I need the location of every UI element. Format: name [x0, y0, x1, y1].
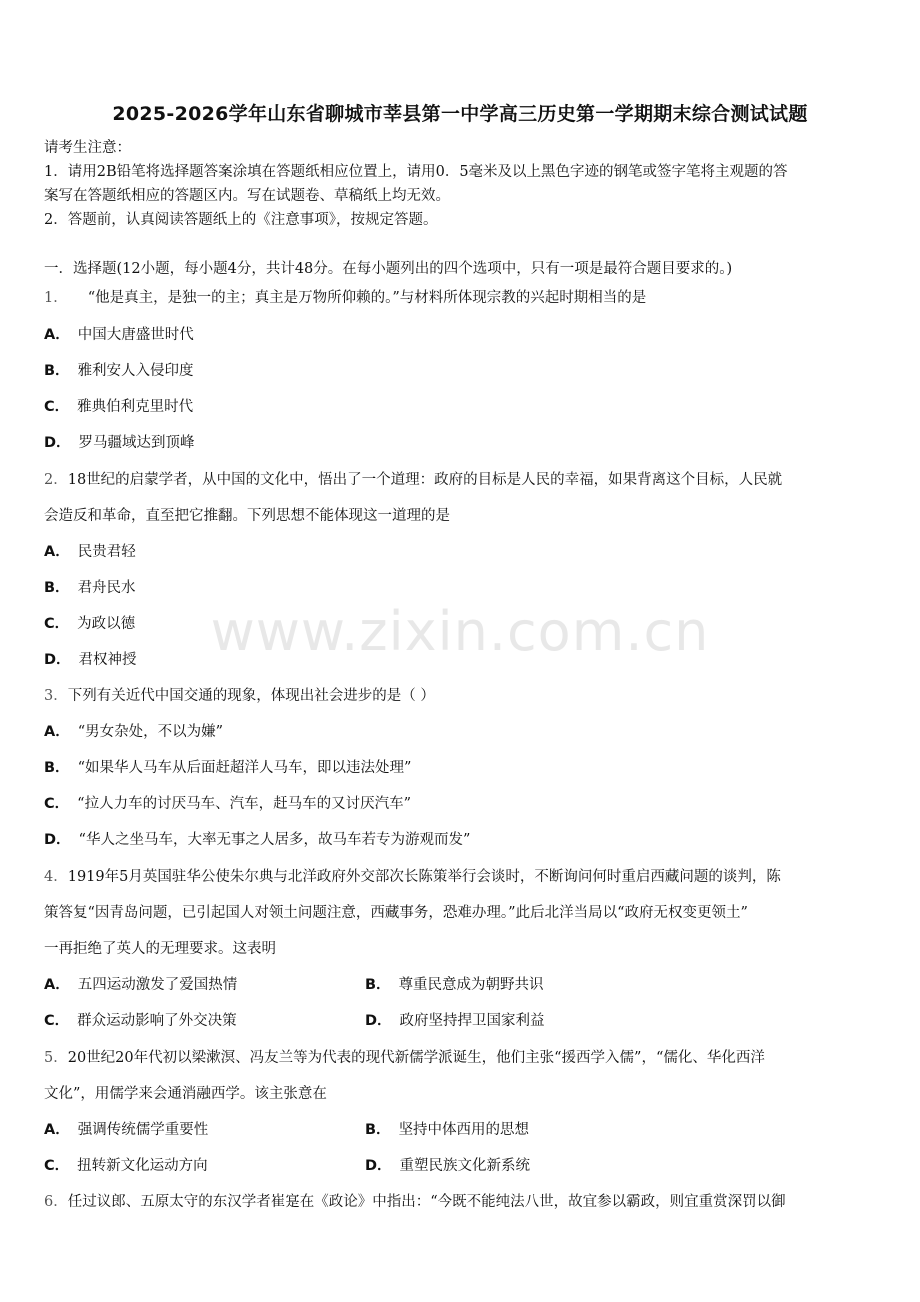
- option-text: 民贵君轻: [77, 544, 136, 560]
- option-4b[interactable]: [365, 975, 544, 995]
- option-3a[interactable]: [44, 722, 223, 742]
- option-letter: B．: [365, 977, 391, 993]
- option-2b[interactable]: [44, 578, 136, 598]
- option-letter: A．: [44, 544, 70, 560]
- option-text: 重塑民族文化新系统: [399, 1158, 531, 1174]
- option-letter: C．: [44, 1158, 70, 1174]
- question-4-cont-2: 一再拒绝了英人的无理要求。这表明: [44, 941, 276, 957]
- question-number: 4．: [44, 869, 68, 885]
- option-text: 强调传统儒学重要性: [77, 1122, 209, 1138]
- option-text: 为政以德: [77, 616, 136, 632]
- option-text: 坚持中体西用的思想: [398, 1122, 530, 1138]
- option-letter: D．: [365, 1013, 392, 1029]
- option-letter: D．: [365, 1158, 392, 1174]
- option-1c[interactable]: [44, 397, 193, 417]
- question-stem: 任过议郎、五原太守的东汉学者崔寔在《政论》中指出：“今既不能纯法八世，故宜参以霸政，则宜重赏深罚以御: [67, 1194, 786, 1210]
- option-4a[interactable]: [44, 975, 237, 995]
- option-letter: B．: [44, 760, 70, 776]
- option-text: 雅典伯利克里时代: [77, 399, 194, 415]
- question-2-cont: 会造反和革命，直至把它推翻。下列思想不能体现这一道理的是: [44, 508, 450, 524]
- option-3c[interactable]: [44, 794, 411, 814]
- question-number: 3．: [44, 688, 68, 704]
- option-letter: B．: [44, 580, 70, 596]
- option-text: 群众运动影响了外交决策: [77, 1013, 237, 1029]
- option-1a[interactable]: [44, 325, 194, 345]
- option-letter: C．: [44, 1013, 70, 1029]
- notice-item-1a: 1．请用2B铅笔将选择题答案涂填在答题纸相应位置上，请用0．5毫米及以上黑色字迹的钢笔或签字笔将主观题的答: [44, 164, 788, 180]
- notice-item-2: 2．答题前，认真阅读答题纸上的《注意事项》，按规定答题。: [44, 212, 438, 228]
- question-number: 2．: [44, 472, 68, 488]
- page-title: 2025-2026学年山东省聊城市莘县第一中学高三历史第一学期期末综合测试试题: [112, 103, 808, 125]
- option-text: 中国大唐盛世时代: [77, 327, 194, 343]
- option-5c[interactable]: [44, 1156, 208, 1176]
- option-text: “华人之坐马车，大率无事之人居多，故马车若专为游观而发”: [78, 832, 471, 848]
- option-text: “如果华人马车从后面赶超洋人马车，即以违法处理”: [77, 760, 412, 776]
- notice-heading: 请考生注意：: [44, 140, 131, 156]
- option-letter: C．: [44, 616, 70, 632]
- question-5: [44, 1048, 765, 1068]
- option-letter: A．: [44, 327, 70, 343]
- option-text: 雅利安人入侵印度: [77, 363, 194, 379]
- question-1: [44, 288, 646, 308]
- option-text: “拉人力车的讨厌马车、汽车，赶马车的又讨厌汽车”: [77, 796, 411, 812]
- option-letter: A．: [44, 977, 70, 993]
- section-heading: 一．选择题(12小题，每小题4分，共计48分。在每小题列出的四个选项中，只有一项是最符合题目要求的。): [44, 261, 733, 277]
- notice-item-1b: 案写在答题纸相应的答题区内。写在试题卷、草稿纸上均无效。: [44, 188, 450, 204]
- option-letter: D．: [44, 435, 71, 451]
- option-1b[interactable]: [44, 361, 194, 381]
- question-6: [44, 1192, 786, 1212]
- watermark: www.zixin.com.cn: [210, 600, 710, 663]
- question-stem: 1919年5月英国驻华公使朱尔典与北洋政府外交部次长陈策举行会谈时，不断询问何时重启西藏问题的谈判，陈: [67, 869, 781, 885]
- question-4: [44, 867, 781, 887]
- question-number: 1．: [44, 290, 68, 306]
- question-5-cont: 文化”，用儒学来会通消融西学。该主张意在: [44, 1086, 327, 1102]
- option-letter: D．: [44, 832, 71, 848]
- option-text: 政府坚持捍卫国家利益: [399, 1013, 545, 1029]
- question-4-cont-1: 策答复“因青岛问题，已引起国人对领土问题注意，西藏事务，恐难办理。”此后北洋当局以“政府无权变更领土”: [44, 905, 748, 921]
- option-4d[interactable]: [365, 1011, 545, 1031]
- option-text: 罗马疆域达到顶峰: [78, 435, 195, 451]
- question-2: [44, 470, 782, 490]
- option-text: 君舟民水: [77, 580, 136, 596]
- option-letter: A．: [44, 724, 70, 740]
- option-letter: B．: [365, 1122, 391, 1138]
- question-stem: 下列有关近代中国交通的现象，体现出社会进步的是（ ）: [67, 688, 435, 704]
- option-letter: A．: [44, 1122, 70, 1138]
- option-text: 尊重民意成为朝野共识: [398, 977, 544, 993]
- option-1d[interactable]: [44, 433, 195, 453]
- question-number: 6．: [44, 1194, 68, 1210]
- option-letter: C．: [44, 399, 70, 415]
- option-4c[interactable]: [44, 1011, 237, 1031]
- option-5b[interactable]: [365, 1120, 529, 1140]
- option-text: 扭转新文化运动方向: [77, 1158, 208, 1174]
- option-5a[interactable]: [44, 1120, 208, 1140]
- question-stem: 18世纪的启蒙学者，从中国的文化中，悟出了一个道理：政府的目标是人民的幸福，如果背离这个目标，人民就: [67, 472, 783, 488]
- option-3d[interactable]: [44, 830, 470, 850]
- option-letter: D．: [44, 652, 71, 668]
- question-3: [44, 686, 435, 706]
- question-number: 5．: [44, 1050, 68, 1066]
- option-letter: B．: [44, 363, 70, 379]
- option-text: “男女杂处，不以为嫌”: [77, 724, 224, 740]
- question-stem: 20世纪20年代初以梁漱溟、冯友兰等为代表的现代新儒学派诞生，他们主张“援西学入儒”，“儒化、华化西洋: [67, 1050, 765, 1066]
- question-stem: “他是真主，是独一的主；真主是万物所仰赖的。”与材料所体现宗教的兴起时期相当的是: [87, 290, 647, 306]
- option-5d[interactable]: [365, 1156, 530, 1176]
- option-letter: C．: [44, 796, 70, 812]
- option-text: 君权神授: [78, 652, 137, 668]
- option-3b[interactable]: [44, 758, 411, 778]
- option-text: 五四运动激发了爱国热情: [77, 977, 238, 993]
- option-2a[interactable]: [44, 542, 136, 562]
